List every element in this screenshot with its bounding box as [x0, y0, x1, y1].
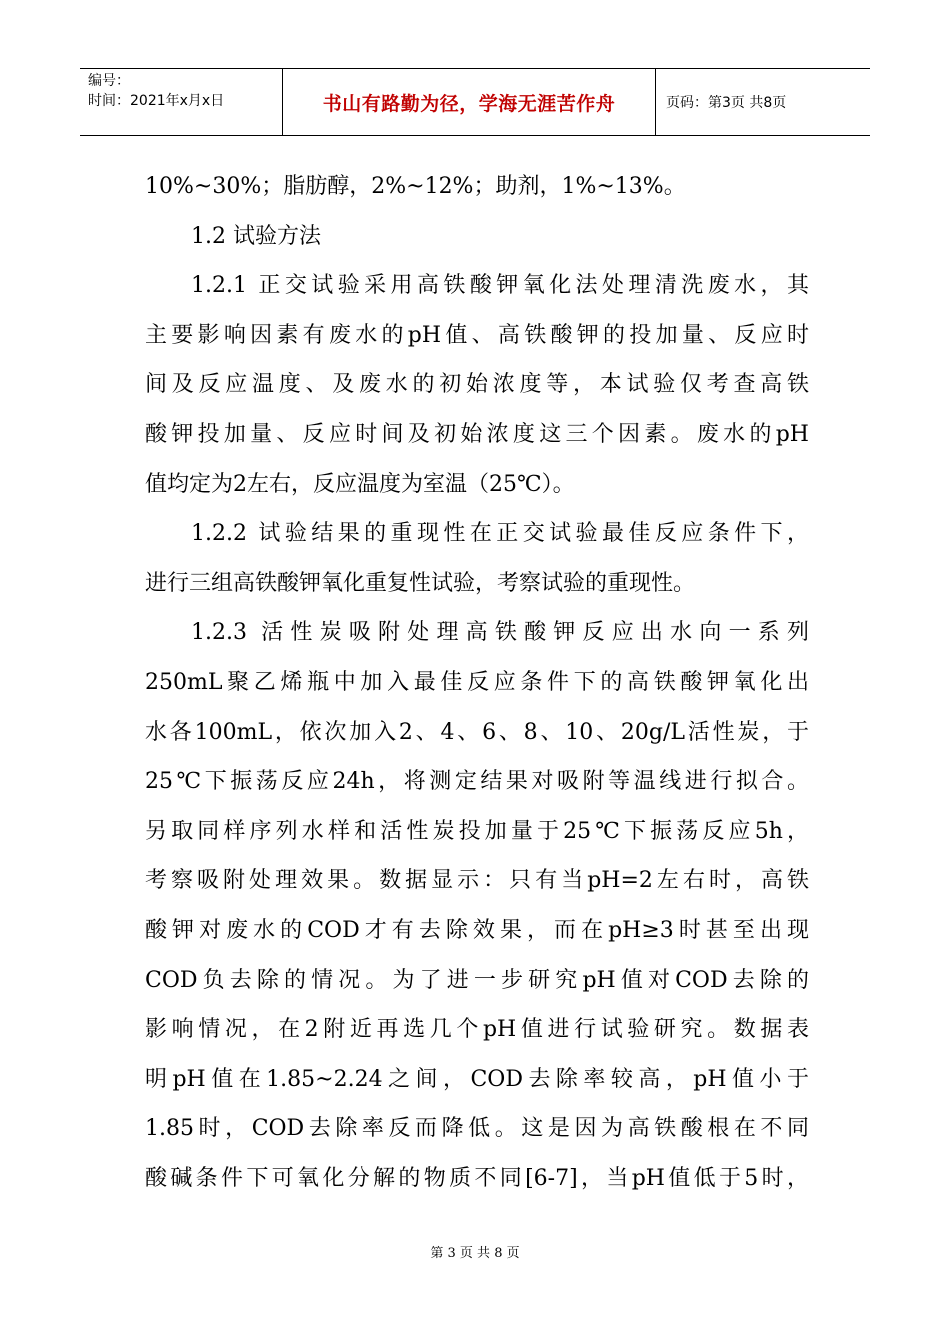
body-line: 10%~30%；脂肪醇，2%~12%；助剂，1%~13%。	[145, 174, 686, 199]
body-line: 影响情况，在2附近再选几个pH值进行试验研究。数据表	[145, 1017, 809, 1043]
body-line: 间及反应温度、及废水的初始浓度等，本试验仅考查高铁	[145, 372, 809, 398]
header-page-info: 页码：第3页 共8页	[666, 95, 787, 111]
doc-date: 时间：2021年x月x日	[88, 93, 225, 109]
body-line: 考察吸附处理效果。数据显示：只有当pH=2左右时，高铁	[145, 868, 809, 894]
body-line: 另取同样序列水样和活性炭投加量于25℃下振荡反应5h，	[145, 818, 809, 844]
document-body	[145, 162, 809, 1203]
body-line: 25℃下振荡反应24h，将测定结果对吸附等温线进行拟合。	[145, 769, 809, 795]
page-header	[80, 68, 870, 136]
page-footer: 第 3 页 共 8 页	[430, 1246, 520, 1261]
body-line: 酸碱条件下可氧化分解的物质不同[6-7]，当pH值低于5时，	[145, 1165, 809, 1191]
header-meta	[80, 69, 282, 135]
body-line: 1.2.3 活性炭吸附处理高铁酸钾反应出水向一系列	[191, 620, 809, 646]
body-line: 酸钾投加量、反应时间及初始浓度这三个因素。废水的pH	[145, 421, 809, 447]
body-line: 明pH值在1.85~2.24之间，COD去除率较高，pH值小于	[145, 1066, 809, 1092]
body-line: 1.2.1 正交试验采用高铁酸钾氧化法处理清洗废水，其	[191, 273, 809, 299]
body-line: COD负去除的情况。为了进一步研究pH值对COD去除的	[145, 967, 809, 993]
body-line: 值均定为2左右，反应温度为室温（25℃）。	[145, 471, 575, 497]
body-line: 1.85时，COD去除率反而降低。这是因为高铁酸根在不同	[145, 1116, 809, 1142]
section-heading: 1.2 试验方法	[191, 223, 321, 249]
body-line: 进行三组高铁酸钾氧化重复性试验，考察试验的重现性。	[145, 570, 696, 596]
header-motto: 书山有路勤为径，学海无涯苦作舟	[282, 69, 656, 135]
doc-number: 编号：	[88, 73, 130, 89]
body-line: 主要影响因素有废水的pH值、高铁酸钾的投加量、反应时	[145, 322, 809, 348]
body-line: 1.2.2 试验结果的重现性在正交试验最佳反应条件下，	[191, 521, 809, 547]
body-line: 250mL聚乙烯瓶中加入最佳反应条件下的高铁酸钾氧化出	[145, 669, 809, 695]
body-line: 酸钾对废水的COD才有去除效果，而在pH≥3时甚至出现	[145, 917, 809, 943]
body-line: 水各100mL，依次加入2、4、6、8、10、20g/L活性炭，于	[145, 719, 809, 745]
